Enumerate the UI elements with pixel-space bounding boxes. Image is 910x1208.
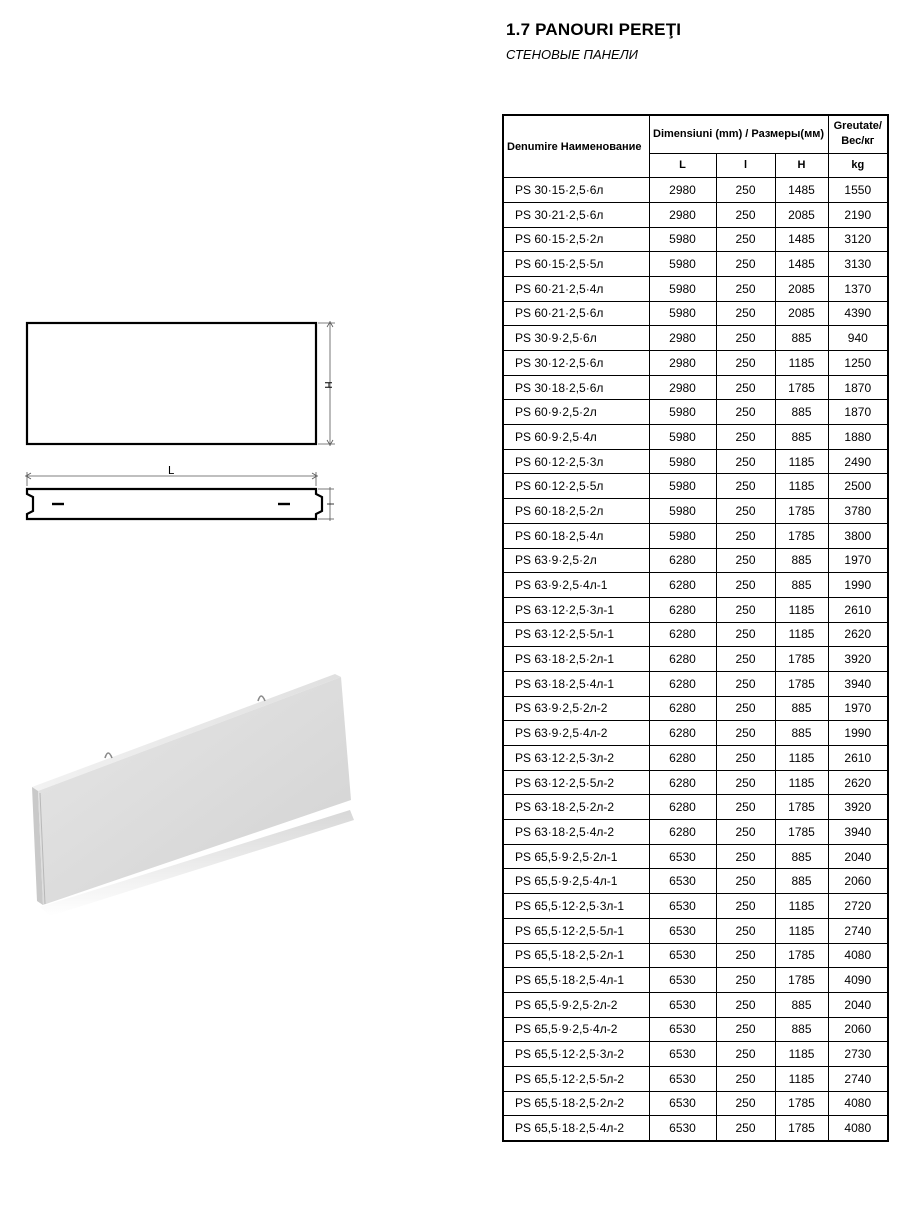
- width-value: 250: [716, 992, 775, 1017]
- length-value: 6280: [649, 770, 716, 795]
- table-row: [503, 301, 888, 326]
- length-value: 6530: [649, 894, 716, 919]
- height-value: 885: [775, 696, 828, 721]
- width-value: 250: [716, 425, 775, 450]
- length-value: 5980: [649, 252, 716, 277]
- panel-name: PS 65,5·12·2,5·3л-1: [503, 894, 649, 919]
- table-row: [503, 597, 888, 622]
- width-value: 250: [716, 474, 775, 499]
- weight-value: 2740: [828, 918, 888, 943]
- panel-name: PS 30·9·2,5·6л: [503, 326, 649, 351]
- panel-name: PS 65,5·12·2,5·3л-2: [503, 1042, 649, 1067]
- length-value: 6280: [649, 721, 716, 746]
- weight-value: 2730: [828, 1042, 888, 1067]
- width-value: 250: [716, 400, 775, 425]
- weight-value: 3800: [828, 523, 888, 548]
- subheader-length: L: [649, 153, 716, 178]
- height-value: 1785: [775, 820, 828, 845]
- weight-value: 2610: [828, 746, 888, 771]
- width-value: 250: [716, 844, 775, 869]
- width-value: 250: [716, 1116, 775, 1141]
- panel-technical-drawing: [0, 300, 360, 530]
- length-value: 2980: [649, 202, 716, 227]
- height-value: 1785: [775, 1091, 828, 1116]
- height-value: 1785: [775, 968, 828, 993]
- width-value: 250: [716, 1091, 775, 1116]
- height-label: H: [322, 381, 333, 389]
- weight-value: 3130: [828, 252, 888, 277]
- width-value: 250: [716, 276, 775, 301]
- page-title: 1.7 PANOURI PEREŢI: [506, 20, 682, 39]
- panel-name: PS 60·18·2,5·2л: [503, 499, 649, 524]
- length-value: 2980: [649, 375, 716, 400]
- height-value: 1785: [775, 523, 828, 548]
- length-value: 2980: [649, 178, 716, 203]
- height-value: 885: [775, 400, 828, 425]
- weight-value: 4090: [828, 968, 888, 993]
- weight-value: 1990: [828, 573, 888, 598]
- length-value: 6530: [649, 1066, 716, 1091]
- length-value: 6530: [649, 918, 716, 943]
- height-value: 885: [775, 425, 828, 450]
- height-value: 1485: [775, 178, 828, 203]
- width-value: 250: [716, 178, 775, 203]
- width-value: 250: [716, 227, 775, 252]
- table-body: [503, 178, 888, 1141]
- height-value: 1185: [775, 597, 828, 622]
- height-value: 885: [775, 548, 828, 573]
- subheader-width: l: [716, 153, 775, 178]
- weight-value: 1880: [828, 425, 888, 450]
- length-value: 6280: [649, 696, 716, 721]
- weight-value: 3780: [828, 499, 888, 524]
- weight-value: 2610: [828, 597, 888, 622]
- width-value: 250: [716, 918, 775, 943]
- weight-value: 2740: [828, 1066, 888, 1091]
- width-value: 250: [716, 696, 775, 721]
- length-value: 6530: [649, 844, 716, 869]
- weight-value: 1250: [828, 351, 888, 376]
- length-value: 6530: [649, 992, 716, 1017]
- width-value: 250: [716, 499, 775, 524]
- panel-name: PS 30·21·2,5·6л: [503, 202, 649, 227]
- height-value: 885: [775, 721, 828, 746]
- weight-value: 4080: [828, 1116, 888, 1141]
- panel-name: PS 65,5·18·2,5·2л-1: [503, 943, 649, 968]
- weight-value: 3120: [828, 227, 888, 252]
- width-value: 250: [716, 622, 775, 647]
- length-value: 5980: [649, 301, 716, 326]
- table-row: [503, 252, 888, 277]
- panel-name: PS 65,5·18·2,5·2л-2: [503, 1091, 649, 1116]
- table-row: [503, 992, 888, 1017]
- height-value: 1785: [775, 943, 828, 968]
- length-value: 5980: [649, 474, 716, 499]
- header-name: Denumire Наименование: [503, 115, 649, 178]
- weight-value: 3940: [828, 820, 888, 845]
- panel-name: PS 65,5·9·2,5·4л-1: [503, 869, 649, 894]
- panel-name: PS 65,5·9·2,5·4л-2: [503, 1017, 649, 1042]
- width-value: 250: [716, 968, 775, 993]
- length-value: 5980: [649, 227, 716, 252]
- height-value: 1185: [775, 1066, 828, 1091]
- table-row: [503, 647, 888, 672]
- table-row: [503, 474, 888, 499]
- table-row: [503, 499, 888, 524]
- width-value: 250: [716, 523, 775, 548]
- table-row: [503, 375, 888, 400]
- table-row: [503, 696, 888, 721]
- height-value: 885: [775, 844, 828, 869]
- height-value: 1185: [775, 746, 828, 771]
- width-value: 250: [716, 820, 775, 845]
- length-value: 6530: [649, 1091, 716, 1116]
- panel-name: PS 63·18·2,5·4л-2: [503, 820, 649, 845]
- height-value: 1785: [775, 647, 828, 672]
- height-value: 2085: [775, 276, 828, 301]
- height-value: 1785: [775, 671, 828, 696]
- width-value: 250: [716, 746, 775, 771]
- length-value: 6280: [649, 795, 716, 820]
- length-value: 6530: [649, 1042, 716, 1067]
- panel-name: PS 63·9·2,5·4л-2: [503, 721, 649, 746]
- weight-value: 4080: [828, 943, 888, 968]
- length-value: 5980: [649, 523, 716, 548]
- length-value: 6280: [649, 548, 716, 573]
- width-value: 250: [716, 647, 775, 672]
- weight-value: 4080: [828, 1091, 888, 1116]
- panel-name: PS 63·9·2,5·2л: [503, 548, 649, 573]
- weight-value: 2060: [828, 1017, 888, 1042]
- panel-name: PS 30·18·2,5·6л: [503, 375, 649, 400]
- width-value: 250: [716, 375, 775, 400]
- width-value: 250: [716, 597, 775, 622]
- panel-name: PS 65,5·18·2,5·4л-2: [503, 1116, 649, 1141]
- length-value: 5980: [649, 499, 716, 524]
- height-value: 2085: [775, 202, 828, 227]
- panel-name: PS 63·12·2,5·3л-1: [503, 597, 649, 622]
- header-dimensions: Dimensiuni (mm) / Размеры(мм): [649, 115, 828, 153]
- table-row: [503, 1091, 888, 1116]
- table-row: [503, 746, 888, 771]
- table-row: [503, 1017, 888, 1042]
- width-value: 250: [716, 202, 775, 227]
- length-value: 5980: [649, 425, 716, 450]
- table-row: [503, 1116, 888, 1141]
- weight-value: 4390: [828, 301, 888, 326]
- weight-value: 2500: [828, 474, 888, 499]
- length-value: 6530: [649, 943, 716, 968]
- width-value: 250: [716, 770, 775, 795]
- panel-name: PS 63·18·2,5·2л-2: [503, 795, 649, 820]
- length-value: 6530: [649, 1116, 716, 1141]
- width-value: 250: [716, 573, 775, 598]
- length-value: 5980: [649, 276, 716, 301]
- weight-value: 2490: [828, 449, 888, 474]
- table-row: [503, 227, 888, 252]
- length-value: 6280: [649, 597, 716, 622]
- width-value: 250: [716, 795, 775, 820]
- length-value: 6280: [649, 622, 716, 647]
- panel-name: PS 60·21·2,5·4л: [503, 276, 649, 301]
- table-row: [503, 523, 888, 548]
- width-value: 250: [716, 721, 775, 746]
- table-row: [503, 622, 888, 647]
- height-value: 1785: [775, 375, 828, 400]
- width-value: 250: [716, 671, 775, 696]
- length-value: 2980: [649, 351, 716, 376]
- height-value: 885: [775, 573, 828, 598]
- length-value: 6280: [649, 573, 716, 598]
- width-value: 250: [716, 1017, 775, 1042]
- height-value: 1185: [775, 449, 828, 474]
- width-value: 250: [716, 1042, 775, 1067]
- weight-value: 2620: [828, 622, 888, 647]
- height-value: 1185: [775, 770, 828, 795]
- panel-name: PS 63·9·2,5·4л-1: [503, 573, 649, 598]
- panel-name: PS 60·9·2,5·2л: [503, 400, 649, 425]
- table-row: [503, 968, 888, 993]
- panel-photo: [20, 660, 360, 920]
- table-row: [503, 178, 888, 203]
- panel-name: PS 60·15·2,5·5л: [503, 252, 649, 277]
- weight-value: 2620: [828, 770, 888, 795]
- length-value: 6530: [649, 1017, 716, 1042]
- panel-name: PS 65,5·18·2,5·4л-1: [503, 968, 649, 993]
- height-value: 2085: [775, 301, 828, 326]
- table-row: [503, 844, 888, 869]
- panel-name: PS 63·12·2,5·5л-1: [503, 622, 649, 647]
- weight-value: 2190: [828, 202, 888, 227]
- weight-value: 940: [828, 326, 888, 351]
- weight-value: 1370: [828, 276, 888, 301]
- width-value: 250: [716, 869, 775, 894]
- length-value: 6280: [649, 820, 716, 845]
- table-row: [503, 400, 888, 425]
- weight-value: 3940: [828, 671, 888, 696]
- width-value: 250: [716, 894, 775, 919]
- panel-name: PS 65,5·9·2,5·2л-1: [503, 844, 649, 869]
- height-value: 1185: [775, 351, 828, 376]
- length-value: 6280: [649, 671, 716, 696]
- width-value: 250: [716, 449, 775, 474]
- table-row: [503, 326, 888, 351]
- panel-name: PS 63·12·2,5·3л-2: [503, 746, 649, 771]
- width-value: 250: [716, 1066, 775, 1091]
- height-value: 1785: [775, 1116, 828, 1141]
- panel-name: PS 63·9·2,5·2л-2: [503, 696, 649, 721]
- length-value: 6280: [649, 746, 716, 771]
- panel-name: PS 30·12·2,5·6л: [503, 351, 649, 376]
- width-value: 250: [716, 351, 775, 376]
- panel-name: PS 60·12·2,5·3л: [503, 449, 649, 474]
- width-value: 250: [716, 301, 775, 326]
- height-value: 885: [775, 1017, 828, 1042]
- panel-name: PS 63·18·2,5·2л-1: [503, 647, 649, 672]
- height-value: 885: [775, 326, 828, 351]
- length-value: 5980: [649, 449, 716, 474]
- table-row: [503, 770, 888, 795]
- weight-value: 2040: [828, 992, 888, 1017]
- table-row: [503, 721, 888, 746]
- height-value: 1785: [775, 795, 828, 820]
- panel-name: PS 60·21·2,5·6л: [503, 301, 649, 326]
- panel-name: PS 60·15·2,5·2л: [503, 227, 649, 252]
- table-row: [503, 351, 888, 376]
- table-row: [503, 573, 888, 598]
- width-value: 250: [716, 252, 775, 277]
- height-value: 1185: [775, 622, 828, 647]
- weight-value: 1970: [828, 696, 888, 721]
- page-subtitle: СТЕНОВЫЕ ПАНЕЛИ: [506, 47, 638, 62]
- length-value: 6280: [649, 647, 716, 672]
- weight-value: 1870: [828, 375, 888, 400]
- height-value: 885: [775, 992, 828, 1017]
- weight-value: 1990: [828, 721, 888, 746]
- table-row: [503, 795, 888, 820]
- width-label: l: [324, 502, 334, 506]
- header-weight: Greutate/ Вес/кг: [828, 115, 888, 153]
- table-row: [503, 202, 888, 227]
- table-row: [503, 820, 888, 845]
- table-row: [503, 869, 888, 894]
- height-value: 885: [775, 869, 828, 894]
- table-row: [503, 943, 888, 968]
- panel-name: PS 63·12·2,5·5л-2: [503, 770, 649, 795]
- height-value: 1485: [775, 252, 828, 277]
- length-value: 6530: [649, 968, 716, 993]
- panel-name: PS 60·9·2,5·4л: [503, 425, 649, 450]
- table-row: [503, 671, 888, 696]
- width-value: 250: [716, 943, 775, 968]
- height-value: 1185: [775, 894, 828, 919]
- height-value: 1185: [775, 1042, 828, 1067]
- table-row: [503, 548, 888, 573]
- height-value: 1785: [775, 499, 828, 524]
- weight-value: 3920: [828, 647, 888, 672]
- weight-value: 1550: [828, 178, 888, 203]
- length-value: 2980: [649, 326, 716, 351]
- weight-value: 3920: [828, 795, 888, 820]
- length-value: 5980: [649, 400, 716, 425]
- weight-value: 1870: [828, 400, 888, 425]
- width-value: 250: [716, 326, 775, 351]
- weight-value: 2040: [828, 844, 888, 869]
- height-value: 1185: [775, 918, 828, 943]
- panel-name: PS 65,5·12·2,5·5л-1: [503, 918, 649, 943]
- table-row: [503, 276, 888, 301]
- length-label: L: [167, 464, 175, 477]
- table-row: [503, 1066, 888, 1091]
- panel-name: PS 60·18·2,5·4л: [503, 523, 649, 548]
- table-row: [503, 918, 888, 943]
- panel-name: PS 63·18·2,5·4л-1: [503, 671, 649, 696]
- panel-name: PS 65,5·9·2,5·2л-2: [503, 992, 649, 1017]
- panel-specs-table: [502, 114, 889, 1142]
- table-row: [503, 1042, 888, 1067]
- weight-value: 2720: [828, 894, 888, 919]
- height-value: 1185: [775, 474, 828, 499]
- table-row: [503, 449, 888, 474]
- length-value: 6530: [649, 869, 716, 894]
- table-row: [503, 894, 888, 919]
- width-value: 250: [716, 548, 775, 573]
- weight-value: 2060: [828, 869, 888, 894]
- subheader-height: H: [775, 153, 828, 178]
- subheader-kg: kg: [828, 153, 888, 178]
- weight-value: 1970: [828, 548, 888, 573]
- height-value: 1485: [775, 227, 828, 252]
- panel-name: PS 65,5·12·2,5·5л-2: [503, 1066, 649, 1091]
- panel-name: PS 60·12·2,5·5л: [503, 474, 649, 499]
- table-row: [503, 425, 888, 450]
- panel-name: PS 30·15·2,5·6л: [503, 178, 649, 203]
